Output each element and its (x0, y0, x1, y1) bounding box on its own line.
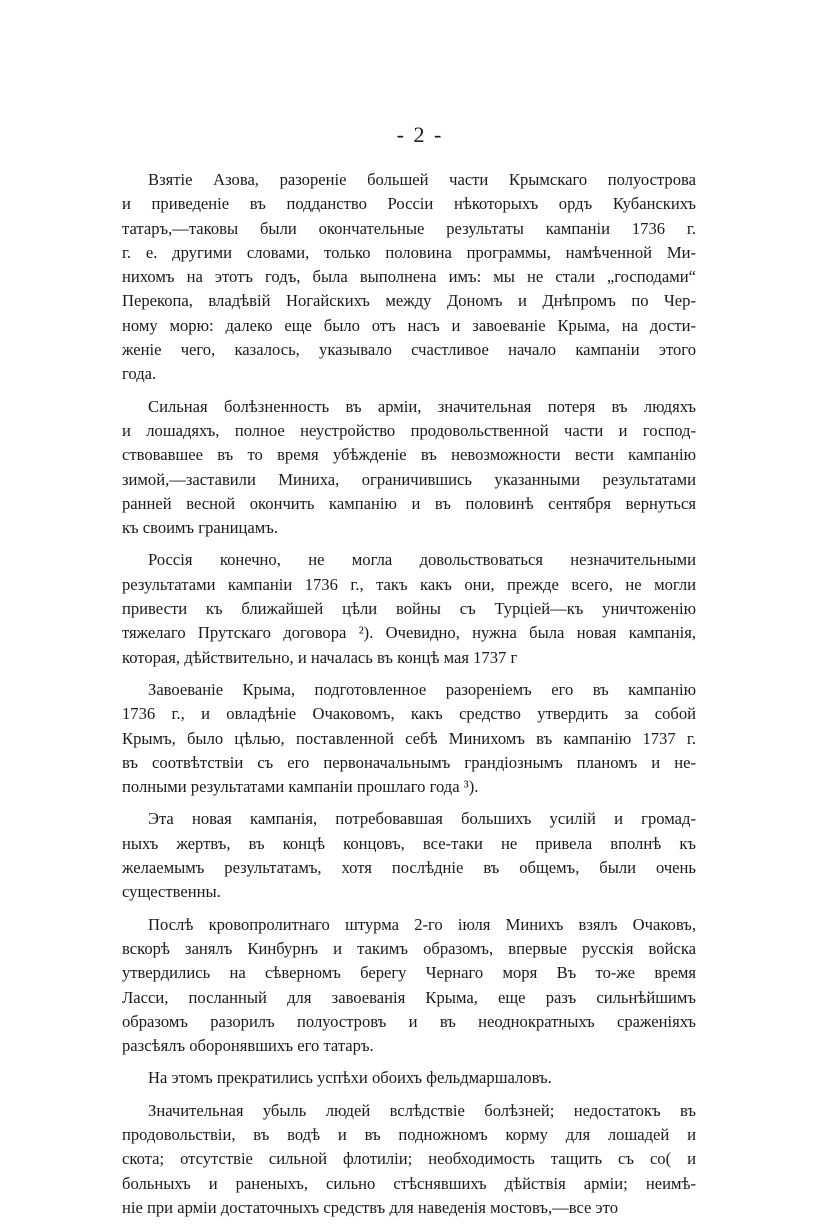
text-line: образомъ разорилъ полуостровъ и въ неоднократныхъ сраженiяхъ (122, 1011, 696, 1031)
text-line: вскорѣ занялъ Кинбурнъ и такимъ образомъ, впервые русскiя войска (122, 938, 696, 958)
text-line: Послѣ кровопролитнаго штурма 2-го iюля Минихъ взялъ Очаковъ, (148, 914, 696, 934)
text-line: Перекопа, владѣвiй Ногайскихъ между Дономъ и Днѣпромъ по Чер- (122, 291, 696, 311)
text-line: года. (122, 364, 157, 384)
text-line: татаръ,—таковы были окончательные результаты кампанiи 1736 г. (122, 218, 696, 238)
text-line: Взятiе Азова, разоренiе большей части Крымскаго полуострова (148, 170, 696, 189)
text-line: г. е. другими словами, только половина программы, намѣченной Ми- (122, 242, 696, 262)
text-line: Эта новая кампанiя, потребовавшая большихъ усилiй и громад- (148, 809, 696, 829)
paragraph (122, 1066, 696, 1090)
text-line: Ласси, посланный для завоеванiя Крыма, еще разъ сильнѣйшимъ (122, 987, 696, 1007)
text-line: привести къ ближайшей цѣли войны съ Турцiей—къ уничтоженiю (122, 599, 696, 619)
text-line: къ своимъ границамъ. (122, 518, 278, 538)
text-line: полными результатами кампанiи прошлаго года ³). (122, 777, 479, 797)
text-line: результатами кампанiи 1736 г., такъ какъ они, прежде всего, не могли (122, 574, 696, 594)
text-line: которая, дѣйствительно, и началась въ концѣ мая 1737 г (122, 647, 518, 667)
text-line: Россiя конечно, не могла довольствоваться незначительными (148, 550, 696, 570)
paragraph (122, 548, 696, 669)
text-line: ному морю: далеко еще было отъ насъ и завоеванiе Крыма, на дости- (122, 315, 696, 335)
text-line: ранней весной окончить кампанiю и въ половинѣ сентября вернуться (122, 493, 696, 513)
text-line: Завоеванiе Крыма, подготовленное разоренiемъ его въ кампанiю (148, 679, 696, 699)
text-line: желаемымъ результатамъ, хотя послѣднiе въ общемъ, были очень (122, 858, 696, 878)
text-line: разсѣялъ оборонявшихъ его татаръ. (122, 1036, 374, 1056)
text-line: Значительная убыль людей вслѣдствiе болѣзней; недостатокъ въ (148, 1100, 696, 1120)
text-line: Крымъ, было цѣлью, поставленной себѣ Минихомъ въ кампанiю 1737 г. (122, 728, 696, 748)
text-line: утвердились на сѣверномъ берегу Чернаго моря Въ то-же время (122, 963, 696, 983)
paragraph (122, 913, 696, 1059)
text-line: нiе при армiи достаточныхъ средствъ для наведенiя мостовъ,—все это (122, 1197, 618, 1217)
text-line: На этомъ прекратились успѣхи обоихъ фельдмаршаловъ. (148, 1068, 552, 1088)
text-line: ныхъ жертвъ, въ концѣ концовъ, все-таки не привела вполнѣ къ (122, 833, 696, 853)
text-line: въ соотвѣтствiи съ его первоначальнымъ грандiознымъ планомъ и не- (122, 752, 696, 772)
text-line: скота; отсутствiе сильной флотилiи; необходимость тащить съ со( и (122, 1149, 696, 1169)
text-line: существенны. (122, 882, 221, 902)
paragraph (122, 678, 696, 799)
text-line: женiе чего, казалось, указывало счастливое начало кампанiи этого (122, 340, 696, 360)
paragraph (122, 1099, 696, 1220)
text-line: Сильная болѣзненность въ армiи, значительная потеря въ людяхъ (148, 396, 696, 416)
text-line: ствовавшее въ то время убѣжденiе въ невозможности вести кампанiю (122, 445, 696, 465)
page-number: - 2 - (396, 122, 444, 147)
text-line: больныхъ и раненыхъ, сильно стѣснявшихъ дѣйствiя армiи; неимѣ- (122, 1173, 696, 1193)
text-line: 1736 г., и овладѣнiе Очаковомъ, какъ средство утвердить за собой (122, 704, 696, 724)
text-line: продовольствiи, въ водѣ и въ подножномъ корму для лошадей и (122, 1124, 696, 1144)
text-line: нихомъ на этотъ годъ, была выполнена имъ: мы не стали „господами“ (122, 267, 696, 287)
paragraph (122, 168, 696, 387)
page-body-text (122, 168, 696, 1228)
text-line: и лошадяхъ, полное неустройство продовольственной части и господ- (122, 420, 696, 440)
paragraph (122, 395, 696, 541)
text-line: и приведенiе въ подданство Россiи нѣкоторыхъ ордъ Кубанскихъ (122, 194, 696, 214)
text-line: зимой,—заставили Миниха, ограничившись указанными результатами (122, 469, 696, 489)
paragraph (122, 807, 696, 904)
text-line: тяжелаго Прутскаго договора ²). Очевидно, нужна была новая кампанiя, (122, 623, 696, 643)
